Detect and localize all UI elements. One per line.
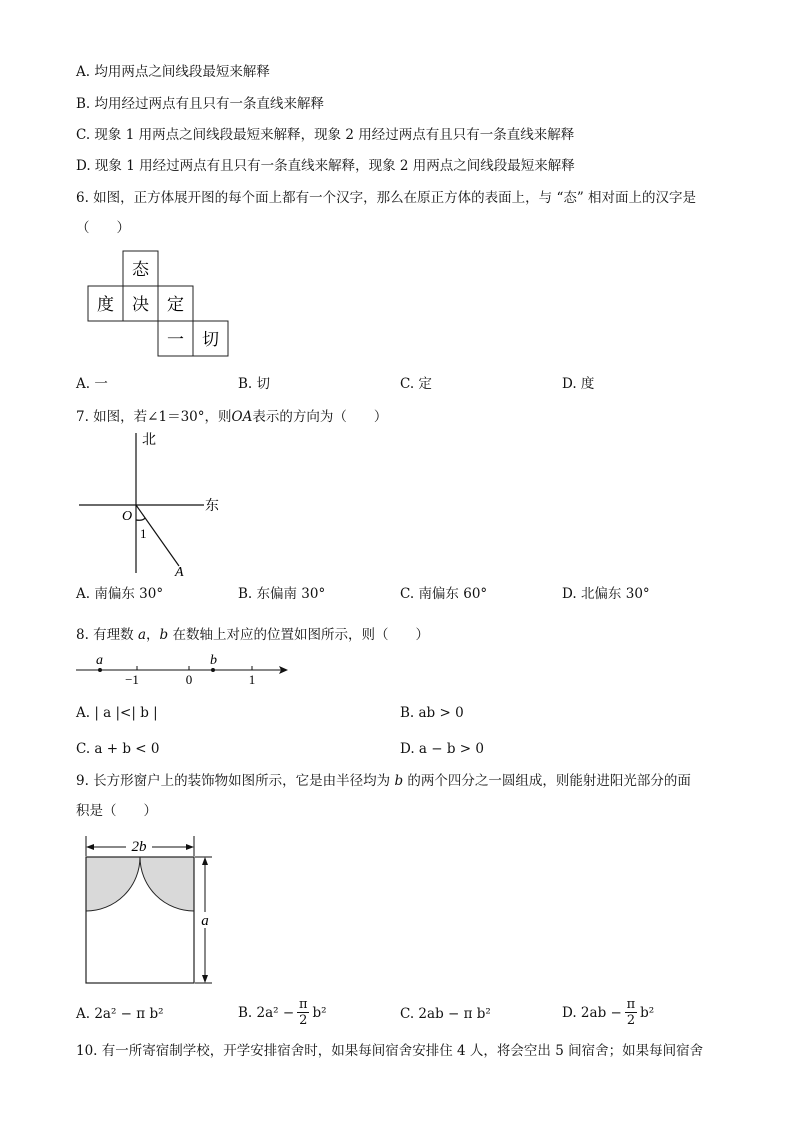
point-a-label: a xyxy=(96,653,103,668)
q8-option-d: D. a − b > 0 xyxy=(400,741,484,757)
q6-option-b: B. 切 xyxy=(238,376,271,392)
window-figure xyxy=(80,832,220,990)
net-cell-tai: 态 xyxy=(132,260,149,279)
q9-stem-line2: 积是（ ） xyxy=(76,803,157,819)
q9-option-d: D. 2ab − $\frac{\pi}{2}$ b² xyxy=(562,997,655,1028)
q7-option-d: D. 北偏东 30° xyxy=(562,586,650,602)
width-label: 2b xyxy=(131,839,147,855)
q7-option-a: A. 南偏东 30° xyxy=(76,586,164,602)
east-label: 东 xyxy=(205,498,219,514)
point-a-label: A xyxy=(175,565,184,578)
fraction-denominator: 2 xyxy=(299,1013,308,1028)
net-cell-yi: 一 xyxy=(167,330,184,349)
q6-stem-line1: 6. 如图，正方体展开图的每个面上都有一个汉字，那么在原正方体的表面上，与 “态” 相对面上的汉字是 xyxy=(76,190,697,206)
q9-option-a: A. 2a² − π b² xyxy=(76,1006,164,1022)
tick-label-0: 0 xyxy=(185,672,193,687)
tick-label-1: 1 xyxy=(248,672,256,687)
q8-option-c: C. a + b < 0 xyxy=(76,741,160,757)
q8-option-b: B. ab > 0 xyxy=(400,705,464,721)
q9-option-c: C. 2ab − π b² xyxy=(400,1006,491,1022)
fraction-numerator: π xyxy=(626,997,636,1012)
q10-stem-line1: 10. 有一所寄宿制学校，开学安排宿舍时，如果每间宿舍安排住 4 人，将会空出 5 间宿舍；如果每间宿舍 xyxy=(76,1043,704,1059)
fraction-numerator: π xyxy=(299,997,308,1012)
cube-net-figure xyxy=(85,248,235,360)
q5-option-b: B. 均用经过两点有且只有一条直线来解释 xyxy=(76,96,325,112)
net-cell-qie: 切 xyxy=(202,330,219,349)
direction-figure xyxy=(76,430,226,578)
height-label: a xyxy=(201,913,209,929)
q6-option-c: C. 定 xyxy=(400,376,432,392)
fraction-denominator: 2 xyxy=(626,1013,636,1028)
point-b-label: b xyxy=(210,653,217,668)
q5-option-d: D. 现象 1 用经过两点有且只有一条直线来解释，现象 2 用两点之间线段最短来解释 xyxy=(76,158,575,174)
q9-stem-line1: 9. 长方形窗户上的装饰物如图所示，它是由半径均为 b 的两个四分之一圆组成，则能射进阳光部分的面 xyxy=(76,773,691,789)
q5-option-a: A. 均用两点之间线段最短来解释 xyxy=(76,64,270,80)
q5-option-c: C. 现象 1 用两点之间线段最短来解释，现象 2 用经过两点有且只有一条直线来解释 xyxy=(76,127,575,143)
number-line-figure xyxy=(74,650,294,690)
q9-option-b: B. 2a² − $\frac{\pi}{2}$ b² xyxy=(238,997,327,1028)
origin-label: O xyxy=(122,509,133,524)
q7-option-b: B. 东偏南 30° xyxy=(238,586,326,602)
north-label: 北 xyxy=(142,432,156,448)
q6-option-a: A. 一 xyxy=(76,376,108,392)
q6-option-d: D. 度 xyxy=(562,376,595,392)
q6-stem-line2: （ ） xyxy=(76,220,130,236)
q8-option-a: A. | a |<| b | xyxy=(76,705,158,721)
net-cell-du: 度 xyxy=(97,295,114,314)
angle-label: 1 xyxy=(140,526,147,541)
net-cell-jue: 决 xyxy=(132,295,149,314)
net-cell-ding: 定 xyxy=(167,295,184,314)
q8-stem: 8. 有理数 a，b 在数轴上对应的位置如图所示，则（ ） xyxy=(76,627,429,643)
q7-option-c: C. 南偏东 60° xyxy=(400,586,488,602)
tick-label-neg1: −1 xyxy=(125,672,139,687)
q7-stem: 7. 如图，若∠1＝30°，则OA表示的方向为（ ） xyxy=(76,409,388,425)
